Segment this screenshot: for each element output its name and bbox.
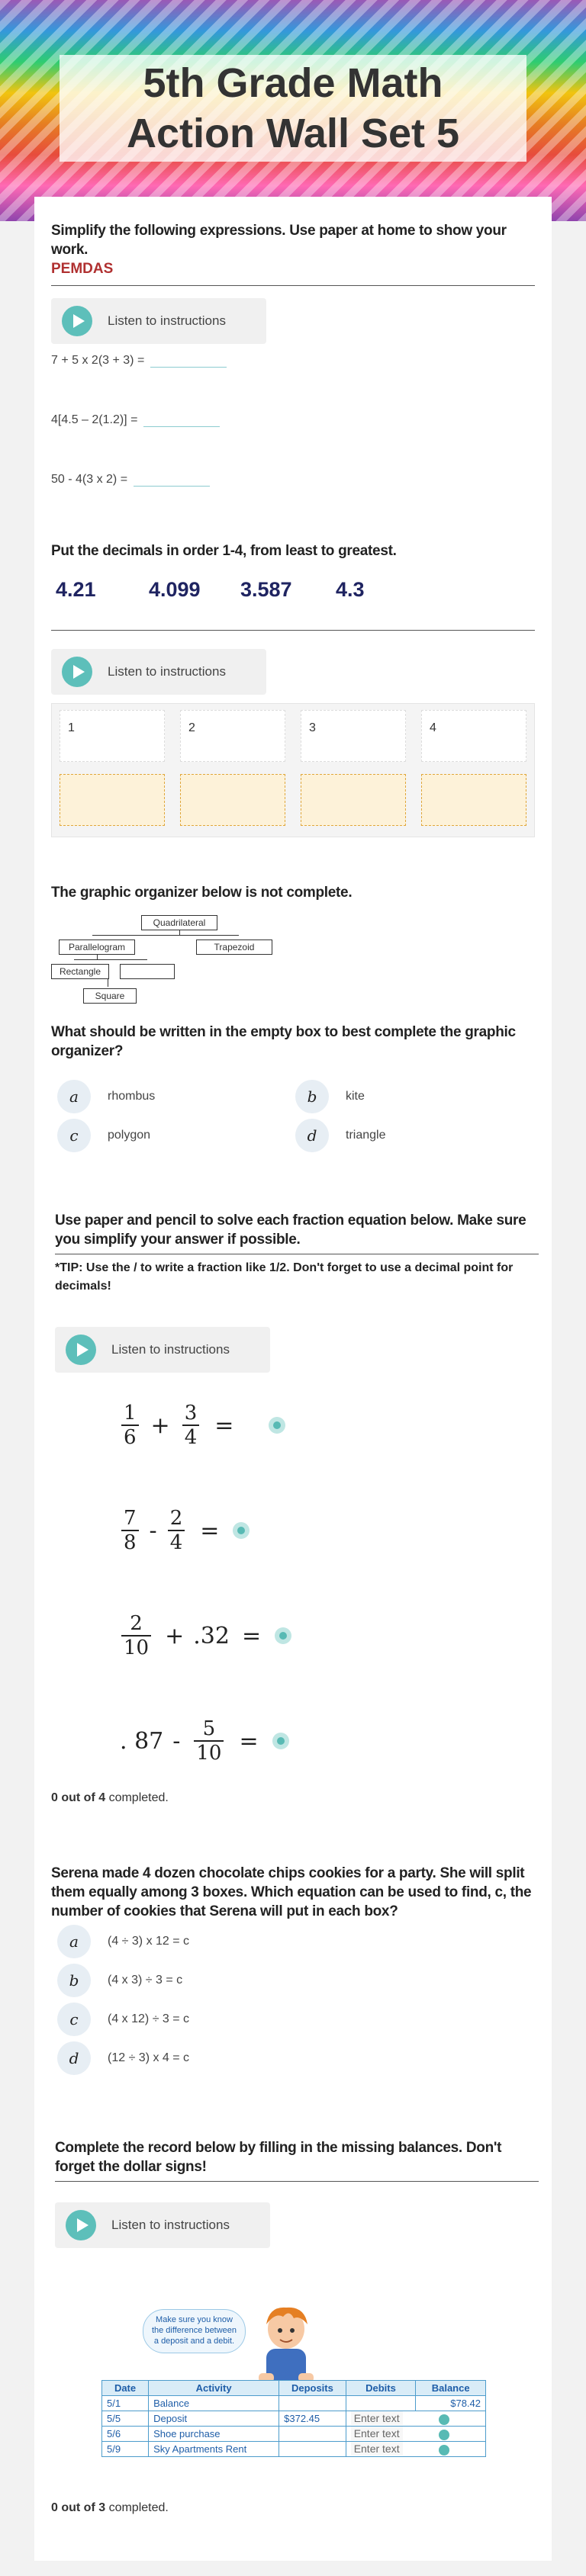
decimal-tile[interactable]: 4.3: [336, 578, 365, 601]
fraction-equation: [117, 1507, 250, 1554]
completion-word: completed.: [108, 1791, 169, 1804]
denominator: 4: [182, 1425, 200, 1449]
equals-sign: =: [214, 1412, 234, 1439]
play-icon: [62, 657, 92, 687]
expression-text: 7 + 5 x 2(3 + 3) =: [51, 354, 145, 367]
fraction-equation: [120, 1717, 289, 1765]
question-6: [55, 2138, 539, 2182]
expression-row: [51, 354, 227, 368]
slot-label: 3: [301, 710, 406, 762]
organizer-box-child: Rectangle: [51, 964, 109, 979]
page-title: 5th Grade Math Action Wall Set 5: [60, 55, 526, 162]
completion-count: 0 out of 3: [51, 2501, 106, 2514]
choice-text: polygon: [108, 1129, 151, 1142]
cell-answer: [346, 2411, 485, 2427]
connector: [97, 954, 98, 960]
fraction-equation: [117, 1402, 285, 1449]
slot-label: 1: [60, 710, 165, 762]
slot-label: 2: [180, 710, 285, 762]
operator: +: [165, 1622, 185, 1649]
answer-dot[interactable]: [439, 2445, 449, 2456]
choice-text: (4 ÷ 3) x 12 = c: [108, 1935, 190, 1948]
table-row: [102, 2427, 486, 2442]
numerator: 2: [169, 1507, 183, 1530]
balance-input[interactable]: Enter text: [351, 2411, 403, 2425]
column-header: Balance: [416, 2381, 486, 2396]
choice-d[interactable]: [295, 1119, 385, 1152]
connector: [92, 935, 239, 936]
table-row: [102, 2442, 486, 2457]
choice-letter: b: [57, 1964, 91, 1997]
answer-dot[interactable]: [439, 2414, 449, 2425]
expression-row: [51, 473, 210, 487]
choice-letter: a: [57, 1925, 91, 1958]
fraction: [194, 1717, 224, 1765]
choice-b[interactable]: [295, 1080, 365, 1113]
fraction: [121, 1507, 139, 1554]
listen-button[interactable]: [51, 649, 266, 695]
listen-label: Listen to instructions: [111, 1342, 230, 1357]
graphic-organizer: [51, 912, 280, 1008]
cell-debit: [346, 2396, 416, 2411]
fraction-equation: [117, 1612, 291, 1659]
numerator: 1: [124, 1402, 137, 1425]
denominator: 6: [121, 1425, 139, 1449]
balance-input[interactable]: Enter text: [351, 2442, 403, 2456]
numerator: 3: [184, 1402, 198, 1425]
numerator: 5: [202, 1717, 216, 1740]
cell-balance: $78.42: [416, 2396, 486, 2411]
q1-subtitle: PEMDAS: [51, 261, 114, 277]
choice-letter: a: [57, 1080, 91, 1113]
divider: [51, 630, 535, 631]
cell-activity: Deposit: [149, 2411, 279, 2427]
cell-deposit: [279, 2427, 346, 2442]
organizer-box-left: Parallelogram: [59, 940, 135, 955]
equals-sign: =: [239, 1727, 259, 1755]
choice-a[interactable]: [57, 1080, 155, 1113]
cell-date: 5/5: [102, 2411, 149, 2427]
cell-deposit: [279, 2396, 346, 2411]
operator: -: [149, 1517, 157, 1544]
numerator: 2: [130, 1612, 143, 1635]
cell-date: 5/9: [102, 2442, 149, 2457]
answer-input[interactable]: [275, 1627, 291, 1644]
decimal-term: . 87: [120, 1727, 164, 1755]
tip-bubble: Make sure you know the difference between a deposit and a debit.: [143, 2309, 246, 2353]
answer-input[interactable]: [143, 413, 220, 427]
choice-letter: d: [57, 2041, 91, 2075]
choice-text: (12 ÷ 3) x 4 = c: [108, 2051, 190, 2064]
cell-date: 5/1: [102, 2396, 149, 2411]
answer-dot[interactable]: [439, 2430, 449, 2440]
choice-text: triangle: [346, 1129, 386, 1142]
q3-question: What should be written in the empty box to best complete the graphic organizer?: [51, 1024, 516, 1059]
content-card: [34, 197, 552, 2561]
choice-text: rhombus: [108, 1090, 156, 1103]
listen-label: Listen to instructions: [108, 664, 226, 679]
choice-letter: c: [57, 2003, 91, 2036]
completion-count: 0 out of 4: [51, 1791, 106, 1804]
decimal-term: .32: [193, 1622, 230, 1649]
answer-input[interactable]: [272, 1733, 289, 1749]
choice-letter: d: [295, 1119, 329, 1152]
answer-input[interactable]: [233, 1522, 250, 1539]
question-1: [51, 221, 535, 286]
answer-input[interactable]: [134, 473, 210, 487]
organizer-box-top: Quadrilateral: [141, 915, 217, 930]
completion-word: completed.: [108, 2501, 169, 2514]
choice-b[interactable]: [57, 1964, 182, 1997]
organizer-box-right: Trapezoid: [196, 940, 272, 955]
fraction: [121, 1402, 139, 1449]
q5-prompt: Serena made 4 dozen chocolate chips cookies for a party. She will split them equally among 3 boxes. Which equation can be used to find, c, the number of cookies that Serena will put in each box?: [51, 1865, 532, 1919]
connector: [74, 959, 147, 960]
denominator: 4: [168, 1530, 185, 1554]
column-header: Activity: [149, 2381, 279, 2396]
choice-text: kite: [346, 1090, 365, 1103]
cell-deposit: [279, 2442, 346, 2457]
boy-cartoon-icon: [250, 2301, 323, 2393]
expression-text: 4[4.5 – 2(1.2)] =: [51, 413, 138, 426]
play-icon: [66, 1335, 96, 1365]
listen-button[interactable]: [51, 298, 266, 344]
fraction: [168, 1507, 185, 1554]
q1-prompt: Simplify the following expressions. Use paper at home to show your work.: [51, 223, 507, 258]
completion-status: [51, 1791, 169, 1805]
balance-table: [101, 2380, 486, 2457]
table-row: [102, 2396, 486, 2411]
denominator: 10: [121, 1635, 151, 1659]
choice-a[interactable]: [57, 1925, 189, 1958]
table-header-row: [102, 2381, 486, 2396]
cell-activity: Sky Apartments Rent: [149, 2442, 279, 2457]
q4-prompt: Use paper and pencil to solve each fraction equation below. Make sure you simplify your answer if possible.: [55, 1213, 526, 1248]
equals-sign: =: [200, 1517, 220, 1544]
question-3: [51, 883, 535, 902]
column-header: Deposits: [279, 2381, 346, 2396]
q2-prompt: Put the decimals in order 1-4, from least to greatest.: [51, 543, 397, 559]
listen-button[interactable]: [55, 2202, 270, 2248]
decimal-tile[interactable]: 4.099: [149, 578, 201, 601]
expression-text: 50 - 4(3 x 2) =: [51, 473, 128, 486]
sort-area: [51, 703, 535, 837]
divider: [51, 285, 535, 286]
table-row: [102, 2411, 486, 2427]
divider: [55, 2181, 539, 2182]
q4-tip: *TIP: Use the / to write a fraction like 1/2. Don't forget to use a decimal point for decimals!: [55, 1261, 514, 1293]
drop-zone[interactable]: [180, 774, 285, 826]
cell-date: 5/6: [102, 2427, 149, 2442]
completion-status: [51, 2501, 169, 2515]
choice-d[interactable]: [57, 2041, 189, 2075]
drop-zone[interactable]: [301, 774, 406, 826]
decimal-tile[interactable]: 3.587: [240, 578, 292, 601]
fraction: [121, 1612, 151, 1659]
answer-input[interactable]: [150, 354, 227, 368]
listen-button[interactable]: [55, 1327, 270, 1373]
question-4: [55, 1211, 539, 1296]
choice-c[interactable]: [57, 2003, 189, 2036]
organizer-box-bottom: Square: [83, 988, 137, 1004]
choice-letter: c: [57, 1119, 91, 1152]
fraction: [182, 1402, 200, 1449]
slot-label: 4: [421, 710, 526, 762]
header-banner: [0, 0, 586, 221]
answer-input[interactable]: [269, 1417, 285, 1434]
connector: [179, 930, 180, 936]
listen-label: Listen to instructions: [111, 2218, 230, 2232]
expression-row: [51, 413, 220, 427]
choice-c[interactable]: [57, 1119, 150, 1152]
question-3-prompt: [51, 1023, 535, 1061]
question-5: [51, 1864, 535, 1921]
cell-activity: Shoe purchase: [149, 2427, 279, 2442]
equals-sign: =: [241, 1622, 262, 1649]
denominator: 8: [121, 1530, 139, 1554]
play-icon: [62, 306, 92, 336]
cell-deposit: $372.45: [279, 2411, 346, 2427]
play-icon: [66, 2210, 96, 2240]
cell-activity: Balance: [149, 2396, 279, 2411]
operator: -: [172, 1727, 181, 1755]
balance-input[interactable]: Enter text: [351, 2427, 403, 2440]
listen-label: Listen to instructions: [108, 313, 226, 328]
column-header: Date: [102, 2381, 149, 2396]
drop-zone[interactable]: [421, 774, 526, 826]
cell-answer: [346, 2442, 485, 2457]
q3-intro: The graphic organizer below is not complete.: [51, 885, 353, 901]
choice-letter: b: [295, 1080, 329, 1113]
denominator: 10: [194, 1740, 224, 1765]
cell-answer: [346, 2427, 485, 2442]
choice-text: (4 x 12) ÷ 3 = c: [108, 2012, 190, 2025]
organizer-empty-box: [120, 964, 175, 979]
column-header: Debits: [346, 2381, 416, 2396]
drop-zone[interactable]: [60, 774, 165, 826]
choice-text: (4 x 3) ÷ 3 = c: [108, 1974, 183, 1987]
decimal-tile[interactable]: 4.21: [56, 578, 96, 601]
numerator: 7: [124, 1507, 137, 1530]
operator: +: [150, 1412, 170, 1439]
question-2: [51, 541, 535, 560]
q6-prompt: Complete the record below by filling in the missing balances. Don't forget the dollar signs!: [55, 2140, 502, 2175]
